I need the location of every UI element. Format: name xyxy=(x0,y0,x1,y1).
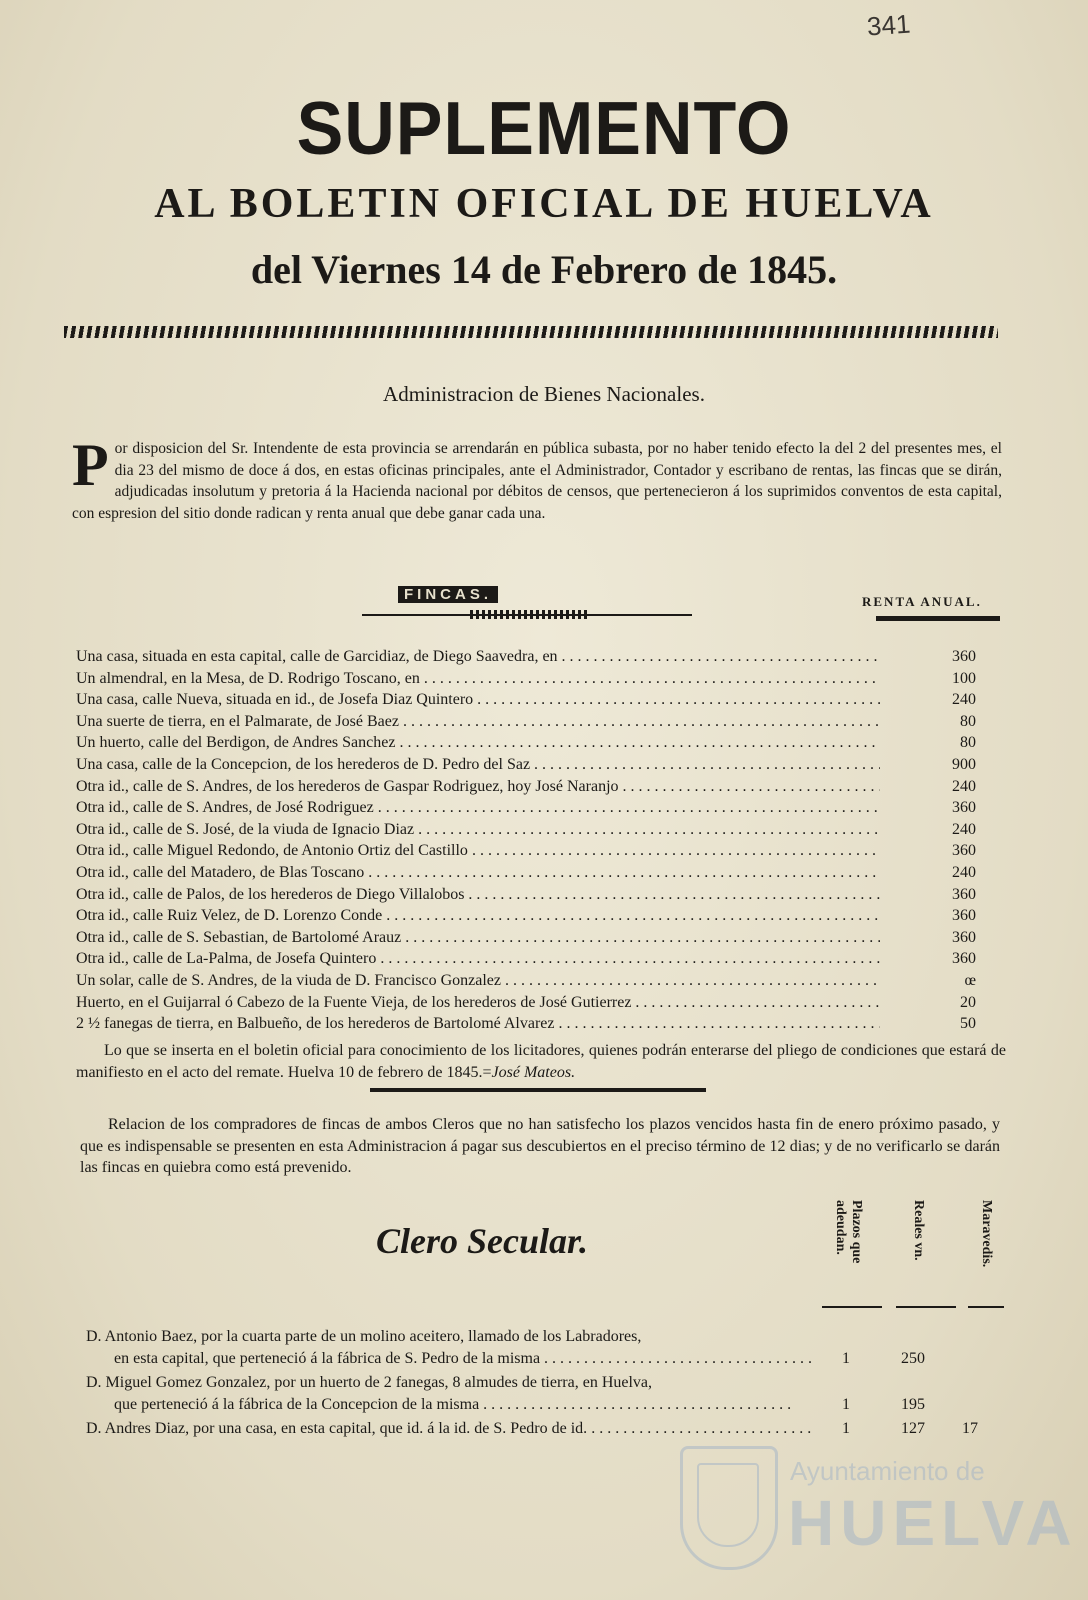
finca-description: Una casa, situada en esta capital, calle de Garcidiaz, de Diego Saavedra, en . . . xyxy=(76,648,880,666)
plazos-value: 1 xyxy=(842,1350,850,1367)
reales-column-header: Reales vn. xyxy=(911,1200,926,1261)
finca-description: Otra id., calle de La-Palma, de Josefa Quintero . . . xyxy=(76,950,880,968)
entry-text: en esta capital, que perteneció á la fábrica de S. Pedro de la misma . . . xyxy=(114,1350,816,1368)
finca-rent: 80 xyxy=(960,734,976,752)
finca-row xyxy=(76,670,1006,692)
finca-description: 2 ½ fanegas de tierra, en Balbueño, de los herederos de Bartolomé Alvarez . . . xyxy=(76,1015,880,1033)
finca-rent: 100 xyxy=(952,669,976,687)
column-rule xyxy=(822,1306,882,1308)
finca-row xyxy=(76,734,1006,756)
plazos-value: 1 xyxy=(842,1420,850,1437)
finca-row xyxy=(76,648,1006,670)
closing-text: Lo que se inserta en el boletin oficial para conocimiento de los licitadores, quienes podrán enterarse del pliego de condiciones que estará de manifiesto en el acto del remate. Huelva 10 de febrero de 1845.= xyxy=(76,1042,1006,1081)
finca-rent: 900 xyxy=(952,755,976,773)
fincas-heading: FINCAS. xyxy=(398,586,498,603)
fincas-list xyxy=(76,648,1006,1037)
finca-rent: 360 xyxy=(952,950,976,968)
section-divider xyxy=(370,1088,706,1092)
finca-description: Una casa, calle de la Concepcion, de los herederos de D. Pedro del Saz . . . xyxy=(76,756,880,774)
reales-value: 127 xyxy=(901,1420,925,1437)
finca-rent: 360 xyxy=(952,648,976,665)
reales-value: 195 xyxy=(901,1396,925,1413)
finca-rent: 240 xyxy=(952,820,976,838)
entry-line: D. Antonio Baez, por la cuarta parte de un molino aceitero, llamado de los Labradores, xyxy=(86,1328,642,1345)
finca-description: Otra id., calle Ruiz Velez, de D. Lorenzo Conde . . . xyxy=(76,907,880,925)
finca-rent: 240 xyxy=(952,863,976,881)
finca-description: Otra id., calle de Palos, de los herederos de Diego Villalobos . . . xyxy=(76,886,880,904)
plazos-column-header: Plazos que adeudan. xyxy=(833,1200,864,1264)
closing-paragraph xyxy=(76,1040,1006,1083)
ornamental-rule xyxy=(64,326,998,338)
finca-row xyxy=(76,778,1006,800)
finca-row xyxy=(76,907,1006,929)
clero-entry xyxy=(86,1420,1006,1442)
finca-row xyxy=(76,950,1006,972)
finca-rent: 360 xyxy=(952,885,976,903)
finca-row xyxy=(76,799,1006,821)
column-rule xyxy=(968,1306,1004,1308)
finca-description: Un huerto, calle del Berdigon, de Andres Sanchez . . . xyxy=(76,734,880,752)
watermark-line1: Ayuntamiento de xyxy=(790,1456,985,1486)
clero-list xyxy=(86,1328,1006,1444)
maravedis-column-header: Maravedis. xyxy=(979,1200,994,1268)
plazos-value: 1 xyxy=(842,1396,850,1413)
finca-description: Otra id., calle de S. Andres, de los herederos de Gaspar Rodriguez, hoy José Naranjo . . . xyxy=(76,778,880,796)
finca-row xyxy=(76,713,1006,735)
maravedis-value: 17 xyxy=(962,1420,978,1437)
renta-column-rule xyxy=(876,616,1000,621)
finca-description: Una casa, calle Nueva, situada en id., de Josefa Diaz Quintero . . . xyxy=(76,691,880,709)
entry-line xyxy=(86,1420,1006,1442)
watermark xyxy=(680,1440,1078,1580)
clero-entry xyxy=(86,1328,1006,1372)
finca-description: Otra id., calle del Matadero, de Blas Toscano . . . xyxy=(76,864,880,882)
finca-rent: 50 xyxy=(960,1015,976,1033)
finca-rent: 80 xyxy=(960,712,976,730)
finca-rent: 360 xyxy=(952,842,976,860)
finca-description: Un almendral, en la Mesa, de D. Rodrigo Toscano, en . . . xyxy=(76,670,880,688)
finca-row xyxy=(76,864,1006,886)
finca-rent: 360 xyxy=(952,907,976,925)
heading-ornament xyxy=(470,610,590,619)
finca-row xyxy=(76,842,1006,864)
finca-rent: 240 xyxy=(952,777,976,795)
finca-description: Huerto, en el Guijarral ó Cabezo de la Fuente Vieja, de los herederos de José Gutierrez . . . xyxy=(76,994,880,1012)
entry-text: D. Andres Diaz, por una casa, en esta capital, que id. á la id. de S. Pedro de id. . . . xyxy=(86,1420,816,1438)
finca-rent: œ xyxy=(964,971,976,989)
clero-title: Clero Secular. xyxy=(376,1221,589,1261)
section-heading: Administracion de Bienes Nacionales. xyxy=(383,382,705,406)
finca-description: Otra id., calle Miguel Redondo, de Antonio Ortiz del Castillo . . . xyxy=(76,842,880,860)
crest-icon xyxy=(680,1446,778,1570)
finca-description: Otra id., calle de S. José, de la viuda de Ignacio Diaz . . . xyxy=(76,821,880,839)
finca-rent: 20 xyxy=(960,993,976,1011)
clero-entry xyxy=(86,1374,1006,1418)
finca-row xyxy=(76,972,1006,994)
issue-date: del Viernes 14 de Febrero de 1845. xyxy=(250,247,838,292)
finca-row xyxy=(76,886,1006,908)
archive-number: 341 xyxy=(865,8,911,42)
finca-description: Una suerte de tierra, en el Palmarate, de José Baez . . . xyxy=(76,713,880,731)
bulletin-subtitle: AL BOLETIN OFICIAL DE HUELVA xyxy=(154,181,934,227)
finca-rent: 360 xyxy=(952,928,976,946)
entry-line: D. Miguel Gomez Gonzalez, por un huerto de 2 fanegas, 8 almudes de tierra, en Huelva, xyxy=(86,1374,653,1391)
finca-row xyxy=(76,929,1006,951)
finca-rent: 240 xyxy=(952,691,976,709)
signature: José Mateos. xyxy=(491,1063,576,1081)
renta-column-header: RENTA ANUAL. xyxy=(862,594,982,609)
finca-row xyxy=(76,691,1006,713)
finca-rent: 360 xyxy=(952,799,976,817)
finca-row xyxy=(76,821,1006,843)
finca-row xyxy=(76,1015,1006,1037)
entry-line-cont xyxy=(86,1396,1006,1418)
finca-description: Un solar, calle de S. Andres, de la viuda de D. Francisco Gonzalez . . . xyxy=(76,972,880,990)
intro-text: or disposicion del Sr. Intendente de esta provincia se arrendarán en pública subasta, por no haber tenido efecto la del 2 del presentes mes, el dia 23 del mismo de doce á dos, en estas oficinas principales, ante el Administrador, Contador y escribano de rentas, las fincas que se dirán, adjudicadas insolutum y pretoria á la Hacienda nacional por débitos de censos, que pertenecieron á los suprimidos conventos de esta capital, con espresion del sitio donde radican y renta anual que debe ganar cada una. xyxy=(72,440,1002,522)
entry-line-cont xyxy=(86,1350,1006,1372)
relacion-paragraph: Relacion de los compradores de fincas de ambos Cleros que no han satisfecho los plazos vencidos hasta fin de enero próximo pasado, y que es indispensable se presenten en esta Administracion á pagar sus descubiertos en el preciso término de 12 dias; y de no verificarlo se darán las fincas en quiebra como está prevenido. xyxy=(80,1116,1000,1176)
finca-description: Otra id., calle de S. Sebastian, de Bartolomé Arauz . . . xyxy=(76,929,880,947)
intro-paragraph xyxy=(72,432,1002,524)
finca-row xyxy=(76,994,1006,1016)
supplement-title: SUPLEMENTO xyxy=(296,85,792,171)
reales-value: 250 xyxy=(901,1350,925,1367)
finca-description: Otra id., calle de S. Andres, de José Rodriguez . . . xyxy=(76,799,880,817)
entry-text: que perteneció á la fábrica de la Concepcion de la misma . . . xyxy=(114,1396,816,1414)
finca-row xyxy=(76,756,1006,778)
column-rule xyxy=(896,1306,956,1308)
watermark-line2: HUELVA xyxy=(788,1487,1078,1559)
drop-cap: P xyxy=(72,432,109,498)
